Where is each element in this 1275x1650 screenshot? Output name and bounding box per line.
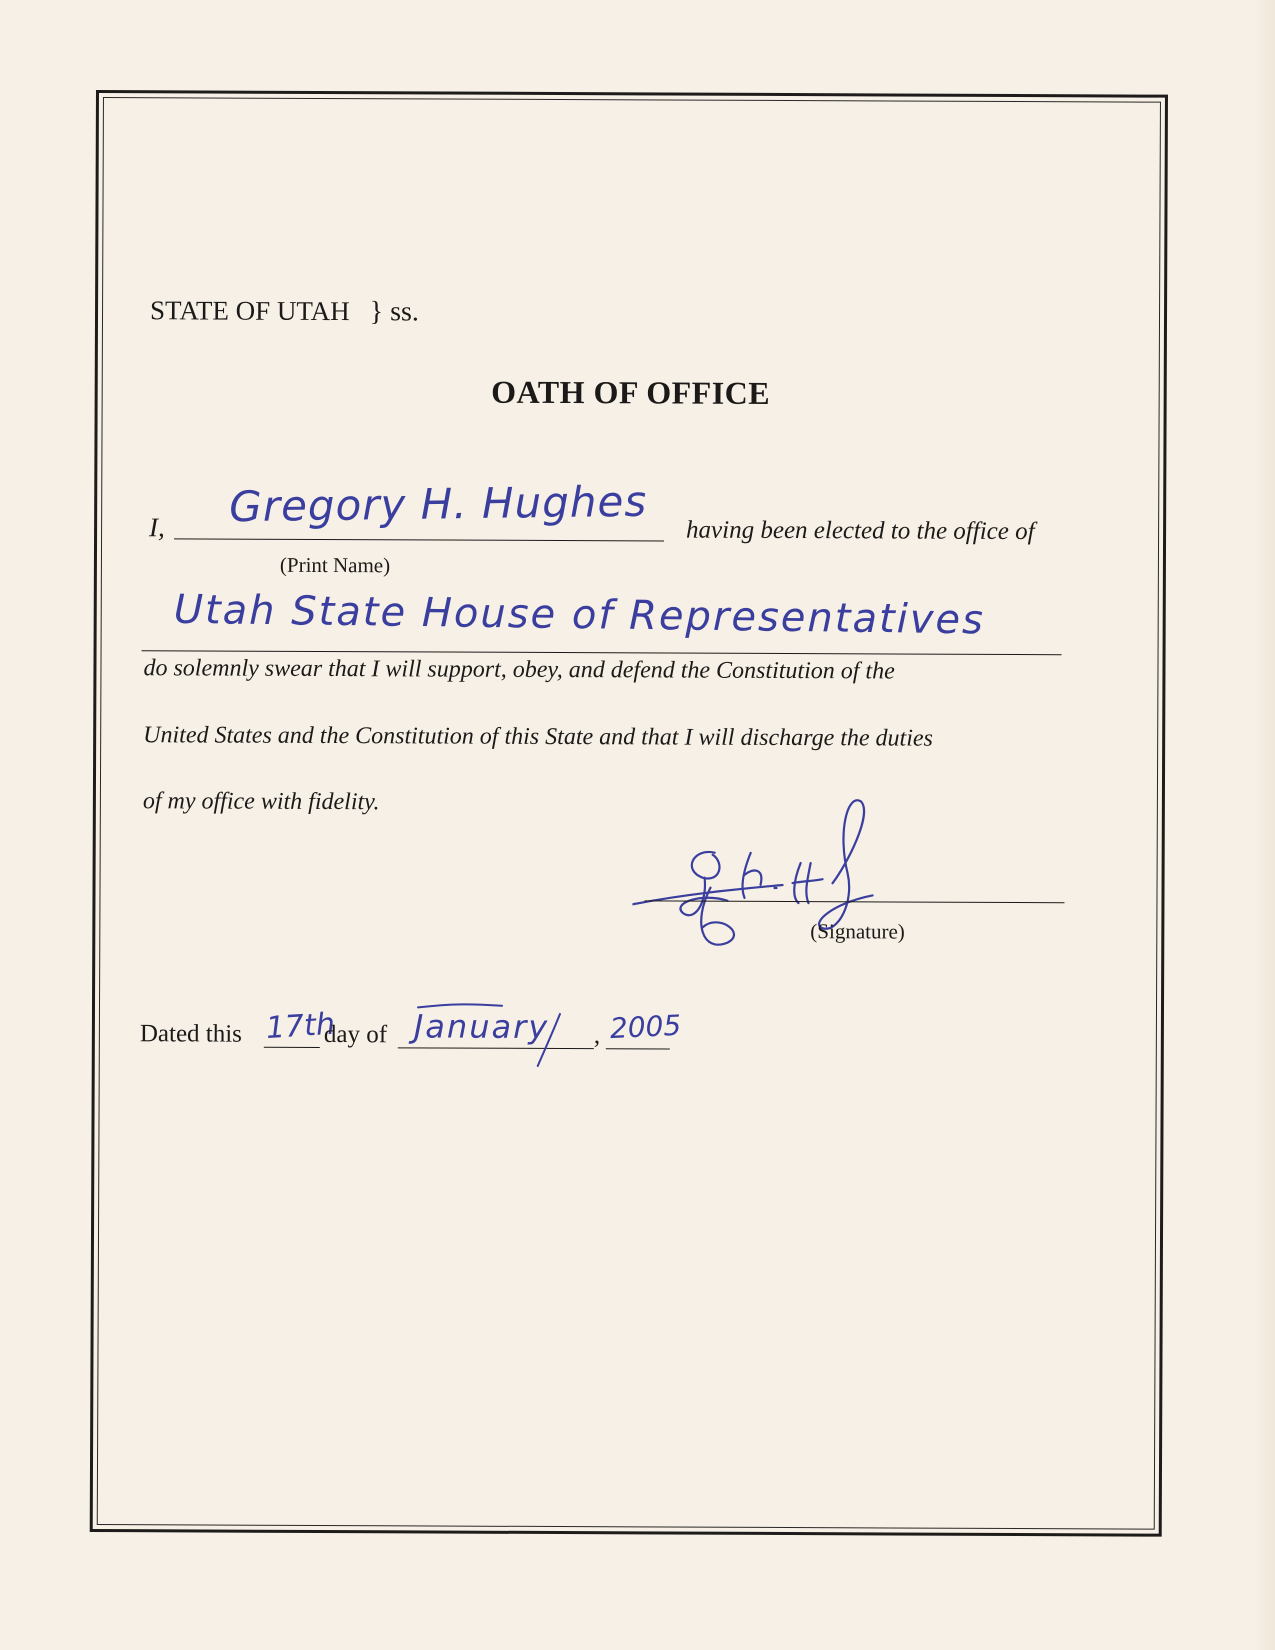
- date-comma: ,: [593, 1022, 601, 1050]
- print-name-handwriting[interactable]: Gregory H. Hughes: [228, 476, 648, 532]
- oath-document: [90, 90, 1168, 1537]
- office-handwriting[interactable]: Utah State House of Representatives: [173, 586, 986, 644]
- state-label: STATE OF UTAH: [149, 295, 350, 327]
- month-handwriting[interactable]: January: [413, 1007, 550, 1046]
- print-name-caption: (Print Name): [279, 552, 391, 578]
- dated-prefix: Dated this: [139, 1020, 243, 1048]
- state-header: [150, 295, 419, 328]
- year-handwriting[interactable]: 2005: [609, 1008, 682, 1046]
- elected-text: having been elected to the office of: [686, 516, 1035, 546]
- day-rule: [264, 1047, 320, 1048]
- month-flourish-svg: [412, 999, 592, 1070]
- oath-body-line-3: of my office with fidelity.: [142, 788, 380, 816]
- oath-body-line-1: do solemnly swear that I will support, obey, and defend the Constitution of the: [143, 655, 895, 685]
- ss-label: } ss.: [369, 296, 420, 328]
- i-label: I,: [149, 512, 165, 543]
- page-edge: [1253, 0, 1275, 1650]
- signature-caption: (Signature): [810, 919, 905, 944]
- day-of-label: day of: [323, 1021, 388, 1049]
- dated-line: [140, 1020, 242, 1048]
- signature-mark: [632, 792, 953, 963]
- oath-body-line-2: United States and the Constitution of this State and that I will discharge the duties: [143, 722, 933, 752]
- month-flourish: [412, 999, 592, 1070]
- document-title: OATH OF OFFICE: [491, 373, 771, 411]
- year-rule: [606, 1048, 670, 1049]
- office-rule: [142, 650, 1062, 655]
- day-handwriting[interactable]: 17th: [264, 1006, 336, 1047]
- print-name-rule: [174, 538, 664, 541]
- signature-svg: [632, 792, 953, 963]
